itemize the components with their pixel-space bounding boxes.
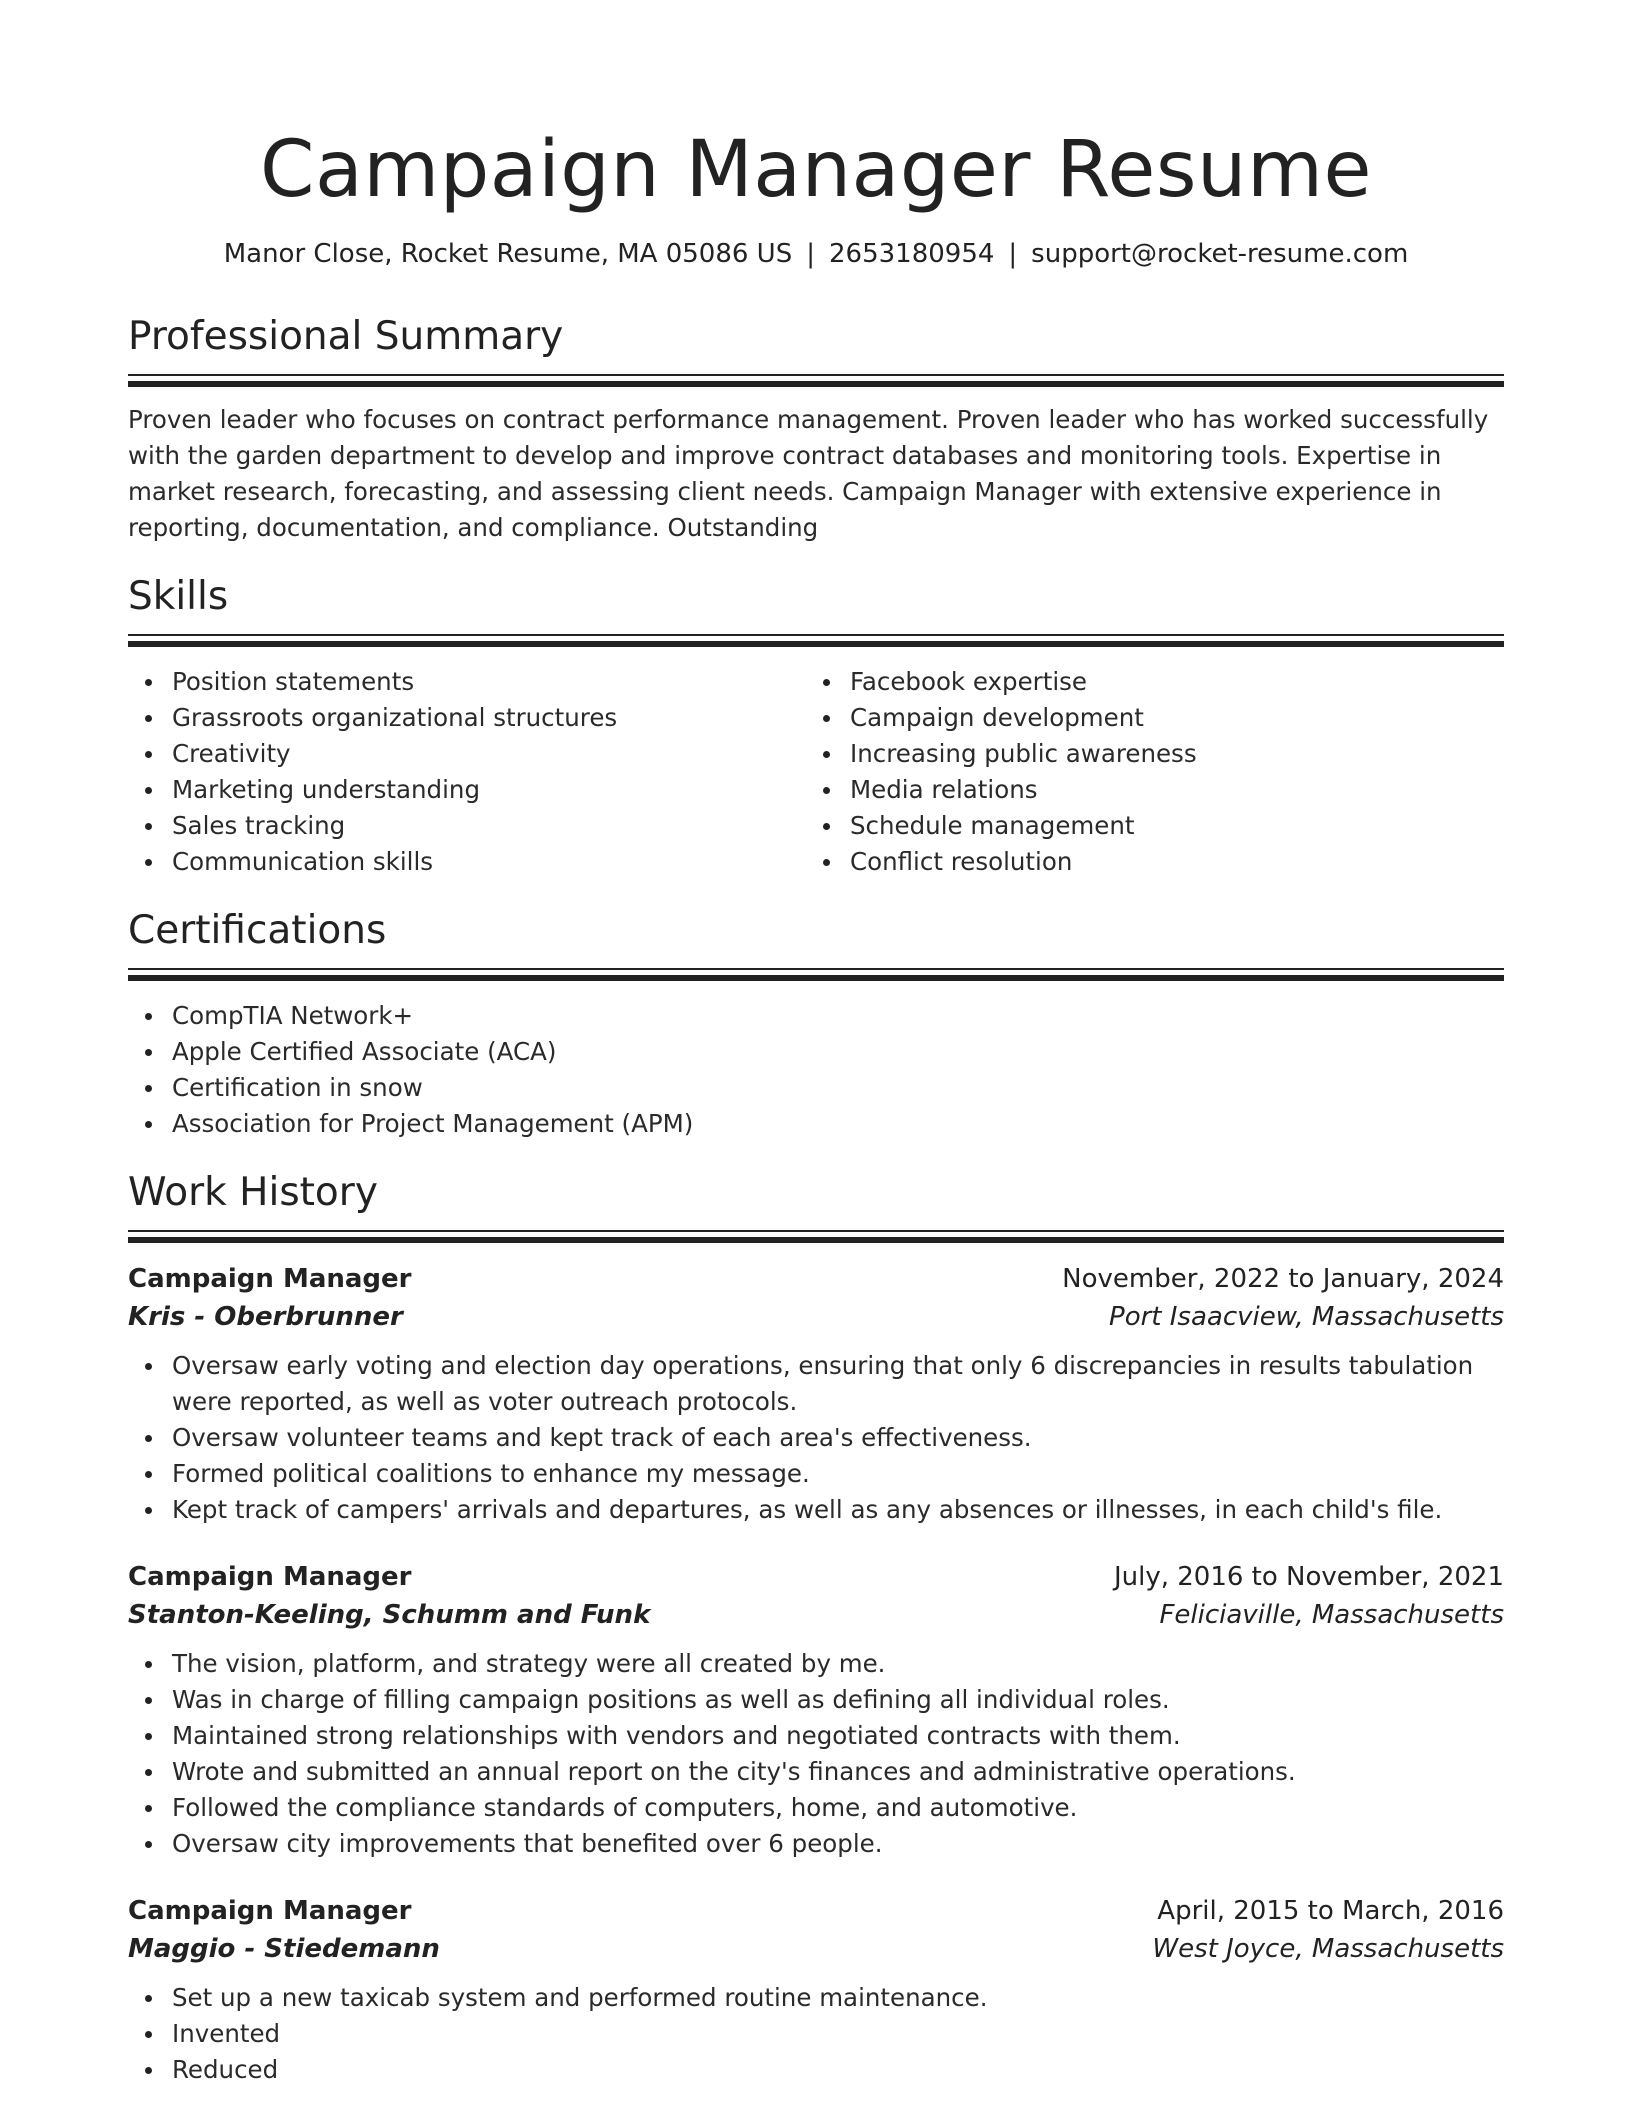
skill-item: Schedule management	[806, 808, 1484, 844]
job-bullets	[128, 1348, 1504, 1528]
skill-item: Position statements	[128, 664, 806, 700]
skill-item: Creativity	[128, 736, 806, 772]
certifications-section	[128, 906, 1504, 1142]
job-bullet: Oversaw city improvements that benefited over 6 people.	[128, 1826, 1504, 1862]
certification-item: Association for Project Management (APM)	[128, 1106, 1504, 1142]
contact-address: Manor Close, Rocket Resume, MA 05086 US	[223, 239, 793, 269]
skill-item: Increasing public awareness	[806, 736, 1484, 772]
skill-item: Grassroots organizational structures	[128, 700, 806, 736]
job-header	[128, 1892, 1504, 1930]
resume-title: Campaign Manager Resume	[260, 125, 1372, 215]
contact-line	[128, 236, 1504, 272]
job-bullets	[128, 1980, 1504, 2088]
job-bullet: Was in charge of filling campaign positions as well as defining all individual roles.	[128, 1682, 1504, 1718]
job-location: Port Isaacview, Massachusetts	[1109, 1302, 1504, 1332]
job-bullet: Reduced	[128, 2052, 1504, 2088]
job-dates: April, 2015 to March, 2016	[1157, 1896, 1504, 1926]
job-subheader	[128, 1930, 1504, 1968]
job-bullet: Set up a new taxicab system and performed routine maintenance.	[128, 1980, 1504, 2016]
section-divider	[128, 374, 1504, 388]
skill-item: Conflict resolution	[806, 844, 1484, 880]
contact-separator: |	[1008, 239, 1018, 269]
job-dates: November, 2022 to January, 2024	[1062, 1264, 1504, 1294]
job-bullet: Oversaw volunteer teams and kept track of each area's effectiveness.	[128, 1420, 1504, 1456]
certifications-list	[128, 998, 1504, 1142]
section-title-work-history: Work History	[128, 1170, 378, 1215]
job-location: West Joyce, Massachusetts	[1152, 1934, 1504, 1964]
job-entry	[128, 1892, 1504, 2088]
job-title: Campaign Manager	[128, 1896, 412, 1926]
resume-page	[128, 0, 1504, 2088]
contact-separator: |	[806, 239, 815, 269]
work-history-section	[128, 1168, 1504, 2088]
certification-item: Certification in snow	[128, 1070, 1504, 1106]
section-title-certifications: Certifications	[128, 908, 387, 953]
job-bullet: Oversaw early voting and election day operations, ensuring that only 6 discrepancies in results tabulation were reported, as well as voter outreach protocols.	[128, 1348, 1504, 1420]
certification-item: Apple Certified Associate (ACA)	[128, 1034, 1504, 1070]
job-title: Campaign Manager	[128, 1562, 412, 1592]
skill-item: Media relations	[806, 772, 1484, 808]
summary-section	[128, 312, 1504, 546]
job-header	[128, 1260, 1504, 1298]
job-entry	[128, 1558, 1504, 1862]
skill-item: Sales tracking	[128, 808, 806, 844]
job-company: Maggio - Stiedemann	[128, 1934, 440, 1964]
job-company: Stanton-Keeling, Schumm and Funk	[128, 1600, 651, 1630]
job-header	[128, 1558, 1504, 1596]
job-bullet: Kept track of campers' arrivals and departures, as well as any absences or illnesses, in each child's file.	[128, 1492, 1504, 1528]
job-bullet: Invented	[128, 2016, 1504, 2052]
job-subheader	[128, 1298, 1504, 1336]
skills-list-right	[806, 664, 1484, 880]
section-divider	[128, 1230, 1504, 1244]
skills-columns	[128, 664, 1504, 880]
job-dates: July, 2016 to November, 2021	[1113, 1562, 1504, 1592]
skill-item: Facebook expertise	[806, 664, 1484, 700]
job-bullet: Formed political coalitions to enhance my message.	[128, 1456, 1504, 1492]
skill-item: Marketing understanding	[128, 772, 806, 808]
job-bullet: Followed the compliance standards of computers, home, and automotive.	[128, 1790, 1504, 1826]
section-divider	[128, 968, 1504, 982]
job-bullet: Maintained strong relationships with vendors and negotiated contracts with them.	[128, 1718, 1504, 1754]
certification-item: CompTIA Network+	[128, 998, 1504, 1034]
skill-item: Campaign development	[806, 700, 1484, 736]
job-entry	[128, 1260, 1504, 1528]
section-title-summary: Professional Summary	[128, 314, 564, 359]
job-company: Kris - Oberbrunner	[128, 1302, 403, 1332]
skills-section	[128, 572, 1504, 880]
section-divider	[128, 634, 1504, 648]
job-bullet: The vision, platform, and strategy were all created by me.	[128, 1646, 1504, 1682]
skills-list-left	[128, 664, 806, 880]
contact-email: support@rocket-resume.com	[1031, 239, 1409, 269]
job-bullet: Wrote and submitted an annual report on the city's finances and administrative operations.	[128, 1754, 1504, 1790]
job-subheader	[128, 1596, 1504, 1634]
section-title-skills: Skills	[128, 574, 229, 619]
job-location: Feliciaville, Massachusetts	[1159, 1600, 1504, 1630]
skill-item: Communication skills	[128, 844, 806, 880]
job-title: Campaign Manager	[128, 1264, 412, 1294]
summary-text: Proven leader who focuses on contract performance management. Proven leader who has worked successfully with the garden department to develop and improve contract databases and monitoring tools. Expertise in market research, forecasting, and assessing client needs. Campaign Manager with extensive experience in reporting, documentation, and compliance. Outstanding	[128, 405, 1489, 542]
job-bullets	[128, 1646, 1504, 1862]
contact-phone: 2653180954	[828, 239, 995, 269]
